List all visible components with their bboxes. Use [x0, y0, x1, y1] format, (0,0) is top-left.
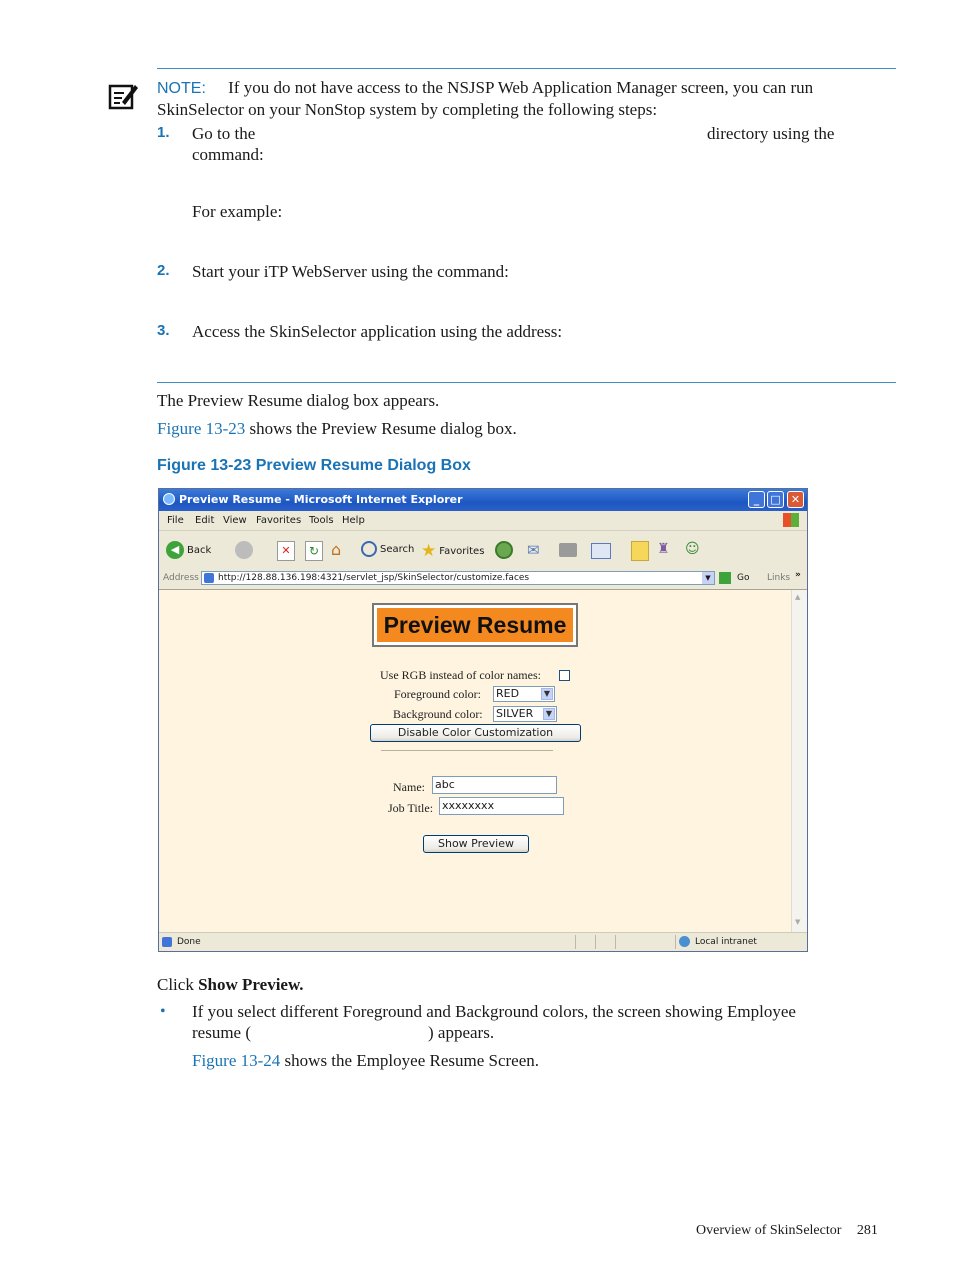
menu-help[interactable]: Help [342, 515, 365, 526]
step-3-text: Access the SkinSelector application using the address: [192, 322, 563, 341]
back-label: Back [187, 544, 212, 556]
menu-view[interactable]: View [223, 515, 247, 526]
status-divider-4 [675, 935, 676, 949]
note-label: NOTE: [157, 80, 206, 97]
status-text: Done [177, 937, 201, 947]
preview-resume-banner [372, 603, 578, 647]
home-icon[interactable]: ⌂ [331, 540, 342, 559]
note-text-1: If you do not have access to the NSJSP Web Application Manager screen, you can run [228, 78, 814, 97]
menu-edit[interactable]: Edit [195, 515, 215, 526]
paragraph-figure-24-ref [192, 1050, 539, 1071]
mail-icon[interactable]: ✉ [527, 541, 540, 559]
preview-resume-title: Preview Resume [377, 608, 573, 642]
figure-ref-text: shows the Preview Resume dialog box. [249, 419, 517, 438]
bullet-line-2-end: ) appears. [428, 1023, 495, 1042]
browser-window-screenshot [158, 488, 808, 952]
chevron-down-icon: ▼ [543, 708, 555, 720]
print-icon[interactable] [559, 543, 577, 557]
step-1-text-end: directory using the [707, 124, 835, 143]
click-target: Show Preview. [198, 975, 304, 994]
window-titlebar [159, 489, 807, 511]
figure-caption: Figure 13-23 Preview Resume Dialog Box [157, 457, 471, 474]
address-label: Address [163, 573, 199, 583]
go-button[interactable]: Go [737, 573, 750, 583]
menu-tools[interactable]: Tools [309, 515, 334, 526]
maximize-icon[interactable]: □ [767, 491, 784, 508]
back-button[interactable] [166, 541, 211, 559]
vertical-scrollbar[interactable] [791, 590, 808, 932]
foreground-color-select[interactable] [493, 686, 555, 702]
bullet-line-1: If you select different Foreground and Background colors, the screen showing Employee [192, 1002, 796, 1021]
refresh-icon[interactable]: ↻ [305, 541, 323, 561]
links-label[interactable]: Links [767, 573, 791, 583]
chevron-right-icon[interactable]: » [795, 570, 801, 580]
bullet-line-2-start: resume ( [192, 1023, 252, 1042]
step-2-number: 2. [157, 262, 170, 279]
status-bar [159, 932, 807, 952]
footer-section: Overview of SkinSelector [696, 1223, 842, 1238]
search-icon [361, 541, 377, 557]
job-title-input[interactable]: xxxxxxxx [439, 797, 564, 815]
note-top-rule [157, 68, 896, 69]
background-color-value: SILVER [496, 707, 534, 720]
step-3-number: 3. [157, 322, 170, 339]
search-button[interactable] [361, 541, 414, 557]
menu-bar [159, 511, 807, 531]
favorites-star-icon: ★ [421, 541, 437, 561]
forward-arrow-icon[interactable] [235, 541, 253, 559]
name-input[interactable]: abc [432, 776, 557, 794]
note-line-1 [157, 77, 897, 99]
foreground-color-label: Foreground color: [394, 687, 481, 701]
step-2-text: Start your iTP WebServer using the command: [192, 262, 509, 281]
address-dropdown-icon[interactable]: ▼ [702, 572, 714, 584]
form-divider [381, 750, 553, 751]
favorites-label: Favorites [439, 545, 485, 557]
status-page-icon [162, 937, 172, 947]
job-title-label: Job Title: [388, 801, 434, 815]
edit-icon[interactable] [591, 543, 611, 559]
page-content [159, 590, 791, 932]
close-icon[interactable]: ✕ [787, 491, 804, 508]
search-label: Search [380, 543, 415, 555]
zone-text: Local intranet [695, 937, 757, 947]
windows-flag-icon [783, 513, 799, 527]
chevron-down-icon: ▼ [541, 688, 553, 700]
ie-icon [163, 493, 175, 505]
note-bottom-rule [157, 382, 896, 383]
note-line-2: SkinSelector on your NonStop system by completing the following steps: [157, 100, 658, 119]
step-1-text-start: Go to the [192, 124, 256, 143]
click-instruction [157, 974, 304, 995]
figure-13-23-link[interactable]: Figure 13-23 [157, 419, 246, 438]
status-divider-1 [575, 935, 576, 949]
name-label: Name: [393, 780, 425, 794]
step-1-text-line2: command: [192, 145, 264, 164]
research-icon[interactable]: ♜ [657, 541, 670, 557]
rgb-checkbox[interactable] [559, 670, 570, 681]
disable-color-customization-button[interactable]: Disable Color Customization [370, 724, 581, 742]
status-divider-2 [595, 935, 596, 949]
page-icon [204, 573, 214, 583]
go-arrow-icon[interactable] [719, 572, 731, 584]
media-icon[interactable] [495, 541, 513, 559]
scroll-up-icon[interactable]: ▲ [795, 593, 801, 601]
bullet-icon: • [160, 1003, 166, 1020]
figure-24-ref-text: shows the Employee Resume Screen. [284, 1051, 540, 1070]
minimize-icon[interactable]: _ [748, 491, 765, 508]
stop-icon[interactable]: ✕ [277, 541, 295, 561]
step-1-number: 1. [157, 124, 170, 141]
background-color-select[interactable] [493, 706, 557, 722]
paragraph-figure-ref [157, 418, 517, 439]
globe-icon [679, 936, 690, 947]
background-color-label: Background color: [393, 707, 483, 721]
menu-favorites[interactable]: Favorites [256, 515, 302, 526]
step-1-example: For example: [192, 202, 283, 221]
page-number: 281 [856, 1223, 878, 1238]
address-bar [159, 569, 807, 590]
note-icon [108, 80, 140, 112]
footer [696, 1223, 878, 1239]
favorites-button[interactable] [421, 541, 484, 561]
back-arrow-icon: ◀ [166, 541, 184, 559]
rgb-label: Use RGB instead of color names: [380, 668, 541, 682]
foreground-color-value: RED [496, 687, 520, 700]
scroll-down-icon[interactable]: ▼ [795, 918, 801, 926]
messenger-icon[interactable]: ☺ [685, 541, 700, 557]
click-prefix: Click [157, 975, 194, 994]
paragraph-dialog-appears: The Preview Resume dialog box appears. [157, 391, 440, 410]
status-divider-3 [615, 935, 616, 949]
address-input[interactable] [201, 571, 715, 585]
address-url: http://128.88.136.198:4321/servlet_jsp/SkinSelector/customize.faces [218, 573, 530, 583]
discuss-icon[interactable] [631, 541, 649, 561]
menu-file[interactable]: File [167, 515, 184, 526]
window-title: Preview Resume - Microsoft Internet Explorer [179, 493, 463, 506]
toolbar [159, 531, 807, 570]
show-preview-button[interactable]: Show Preview [423, 835, 529, 853]
figure-13-24-link[interactable]: Figure 13-24 [192, 1051, 281, 1070]
